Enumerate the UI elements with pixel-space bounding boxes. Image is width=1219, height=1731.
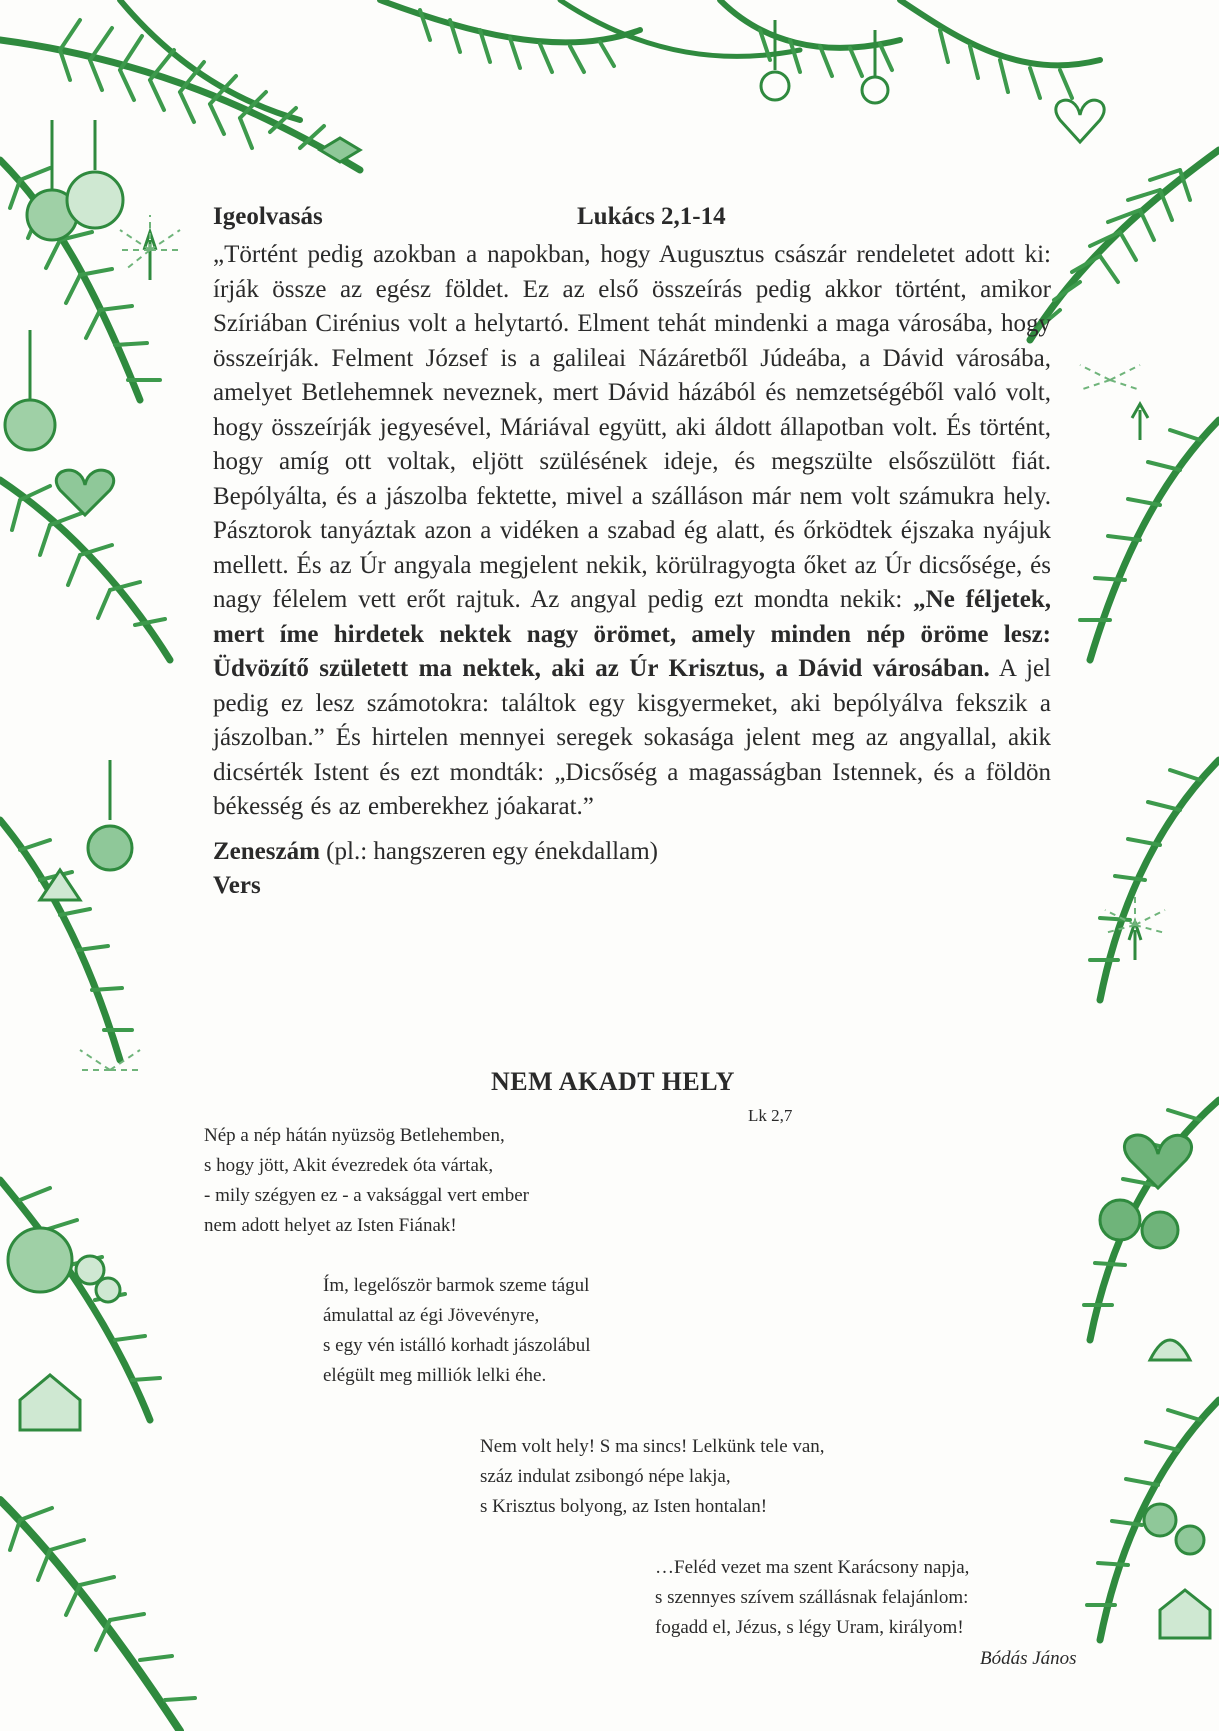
poem-author: Bódás János <box>980 1648 1077 1669</box>
poem-line: fogadd el, Jézus, s légy Uram, királyom! <box>655 1617 964 1638</box>
poem-title: NEM AKADT HELY <box>491 1067 735 1096</box>
poem-stanza-3 <box>480 1432 825 1522</box>
poem-line: Ím, legelőször barmok szeme tágul <box>323 1275 590 1296</box>
music-note: (pl.: hangszeren egy énekdallam) <box>319 837 658 865</box>
reading-header <box>213 200 1051 236</box>
scripture-bold-quote: „Ne féljetek, mert íme hirdetek nektek nagy örömet, amely minden nép öröme lesz: Üdvözítő született ma nektek, aki az Úr Krisztus, a Dávid városában. <box>213 586 1051 682</box>
poem-line: …Feléd vezet ma szent Karácsony napja, <box>655 1557 970 1578</box>
poem-line: száz indulat zsibongó népe lakja, <box>480 1466 731 1487</box>
poem-line: s hogy jött, Akit évezredek óta vártak, <box>204 1155 494 1176</box>
poem-line: s szennyes szívem szállásnak felajánlom: <box>655 1587 969 1608</box>
poem-reference: Lk 2,7 <box>748 1106 793 1125</box>
poem-stanza-2 <box>323 1271 591 1391</box>
poem-line: s egy vén istálló korhadt jászolábul <box>323 1335 591 1356</box>
reading-section <box>213 200 1051 904</box>
poem-line: elégült meg milliók lelki éhe. <box>323 1365 547 1386</box>
music-label: Zeneszám <box>213 837 320 865</box>
reading-reference: Lukács 2,1-14 <box>577 203 726 230</box>
vers-label: Vers <box>213 872 261 899</box>
poem-line: - mily szégyen ez - a vaksággal vert ember <box>204 1185 529 1206</box>
poem-line: ámulattal az égi Jövevényre, <box>323 1305 540 1326</box>
scripture-passage <box>213 238 1051 825</box>
music-instruction <box>213 835 1051 870</box>
poem-line: Nép a nép hátán nyüzsög Betlehemben, <box>204 1125 505 1146</box>
poem-line: nem adott helyet az Isten Fiának! <box>204 1215 457 1236</box>
scripture-intro: „Történt pedig azokban a napokban, hogy Augusztus császár rendeletet adott ki: írják össze az egész földet. Ez az első összeírás pedig akkor történt, amikor Szíriában Cirénius volt a helytartó. Elment tehát mindenki a maga városába, hogy összeírják. Felment József is a galileai Názáretből Júdeába, a Dávid városába, amelyet Betlehemnek neveznek, mert Dávid házából és nemzetségéből való volt, hogy összeírják jegyesével, Máriával együtt, aki áldott állapotban volt. És történt, hogy amíg ott voltak, eljött szülésének ideje, és megszülte elsőszülött fiát. Bepólyálta, és a jászolba fektette, mivel a szálláson már nem volt számukra hely. Pásztorok tanyáztak azon a vidéken a szabad ég alatt, és őrködtek éjszaka nyájuk mellett. És az Úr angyala megjelent nekik, körülragyogta őket az Úr dicsősége, és nagy félelem vett erőt rajtuk. Az angyal pedig ezt mondta nekik: <box>213 241 1051 613</box>
poem-stanza-4 <box>655 1553 969 1643</box>
scripture-outro: A jel pedig ez lesz számotokra: találtok egy kisgyermeket, aki bepólyálva fekszik a jászolban.” És hirtelen mennyei seregek sokasága jelent meg az angyallal, akik dicsérték Istent és ezt mondták: „Dicsőség a magasságban Istennek, és a földön békesség és az emberekhez jóakarat.” <box>213 655 1051 820</box>
poem-line: s Krisztus bolyong, az Isten hontalan! <box>480 1496 768 1517</box>
poem-stanza-1 <box>204 1121 529 1241</box>
poem-line: Nem volt hely! S ma sincs! Lelkünk tele van, <box>480 1436 825 1457</box>
reading-label: Igeolvasás <box>213 203 323 230</box>
